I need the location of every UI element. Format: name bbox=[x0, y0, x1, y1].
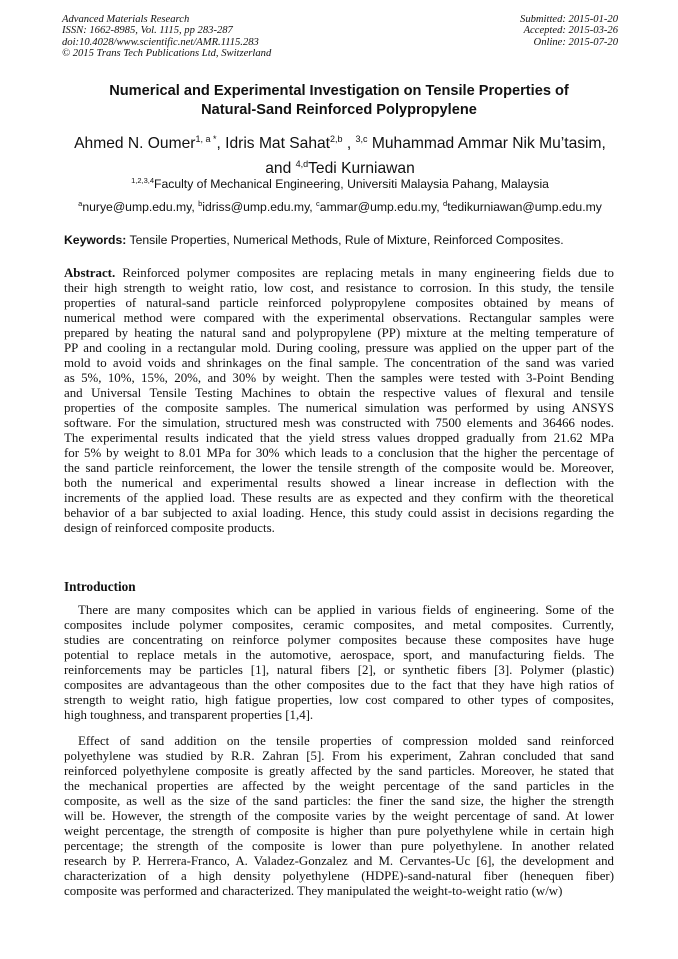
line-text: reinforcements may be particles [1], natural fibers [2], or synthetic fibers [3]. Polymer (plastic) bbox=[64, 663, 614, 677]
line-text: prepared by heating the natural sand and polypropylene (PP) mixture at the melting temperature of bbox=[64, 326, 614, 340]
line-text: both the numerical and experimental results showed a linear increase in deflection with the bbox=[64, 476, 614, 490]
text-line bbox=[64, 401, 614, 416]
journal-name: Advanced Materials Research bbox=[62, 14, 190, 25]
author-sup: 1, a * bbox=[195, 134, 217, 144]
line-text: percentage; the strength of the composite is lower than pure polyethylene. In another related bbox=[64, 839, 614, 853]
text-line bbox=[64, 371, 614, 386]
line-text: as 5%, 10%, 15%, 20%, and 30% by weight. Then the samples were tested with 3-Point Bending bbox=[64, 371, 614, 385]
email: ammar@ump.edu.my, bbox=[319, 200, 444, 215]
affiliation-sup: 1,2,3,4 bbox=[131, 176, 154, 185]
email: nurye@ump.edu.my, bbox=[82, 200, 199, 215]
text-line bbox=[64, 734, 614, 749]
line-text: properties of the composite samples. The numerical simulation was performed by using ANSYS bbox=[64, 401, 614, 415]
text-line bbox=[64, 809, 614, 824]
line-text: Reinforced polymer composites are replacing metals in many engineering fields due to bbox=[115, 266, 614, 280]
title-line: Natural-Sand Reinforced Polypropylene bbox=[201, 101, 477, 118]
author-sup: 4,d bbox=[295, 159, 309, 170]
intro-paragraph-1 bbox=[64, 603, 614, 723]
line-text: PP and cooling in a rectangular mold. During cooling, pressure was applied on the upper part of the bbox=[64, 341, 614, 355]
email-sup: c bbox=[316, 199, 320, 208]
author: Tedi Kurniawan bbox=[308, 160, 415, 178]
line-text: will be. However, the strength of the composite varies by the weight percentage of sand. At lower bbox=[64, 809, 614, 823]
intro-paragraph-2 bbox=[64, 734, 614, 899]
separator: , bbox=[342, 135, 356, 153]
text-line bbox=[64, 296, 614, 311]
text-line bbox=[64, 839, 614, 854]
text-line bbox=[64, 824, 614, 839]
line-text: the mechanical properties are affected by the weight percentage of the sand particles in the bbox=[64, 779, 614, 793]
keywords-text: Tensile Properties, Numerical Methods, Rule of Mixture, Reinforced Composites. bbox=[126, 233, 564, 247]
text-line bbox=[64, 884, 614, 899]
text-line bbox=[64, 764, 614, 779]
text-line bbox=[64, 618, 614, 633]
copyright: © 2015 Trans Tech Publications Ltd, Switzerland bbox=[62, 48, 272, 60]
text-line bbox=[64, 749, 614, 764]
line-text: software. For the simulation, structured mesh was constructed with 7500 elements and 36466 nodes. bbox=[64, 416, 614, 430]
line-text: numerical method were compared with the experimental observations. Rectangular samples were bbox=[64, 311, 614, 325]
line-text: increments of the applied load. These results are as expected and they confirm with the theoretical bbox=[64, 491, 614, 505]
line-text: and Universal Tensile Testing Machines to obtain the respective values of flexural and tensile bbox=[64, 386, 614, 400]
affiliation-text: Faculty of Mechanical Engineering, Universiti Malaysia Pahang, Malaysia bbox=[154, 177, 549, 192]
abstract bbox=[64, 266, 614, 536]
text-line bbox=[64, 678, 614, 693]
text-line bbox=[64, 779, 614, 794]
text-line bbox=[64, 794, 614, 809]
text-line bbox=[64, 326, 614, 341]
text-line bbox=[64, 869, 614, 884]
line-text: characterization of a high density polyethylene (HDPE)-sand-natural fiber (henequen fiber) bbox=[64, 869, 614, 883]
line-text: high toughness, and transparent properties [1,4]. bbox=[64, 708, 314, 722]
line-text: mold to avoid voids and shrinkages on the final sample. The concentration of the sand was varied bbox=[64, 356, 614, 370]
email: tedikurniawan@ump.edu.my bbox=[447, 200, 602, 215]
text-line bbox=[64, 633, 614, 648]
text-line bbox=[64, 476, 614, 491]
line-text: polyethylene was studied by R.R. Zahran [5]. From his experiment, Zahran concluded that sand bbox=[64, 749, 614, 763]
author-sup: 3,c bbox=[355, 134, 368, 144]
text-line bbox=[64, 693, 614, 708]
line-text: strength to weight ratio, high fatigue properties, low cost compared to other types of composites, bbox=[64, 693, 614, 707]
line-text: composite was performed and characterized. They manipulated the weight-to-weight ratio (w/w) bbox=[64, 884, 563, 898]
email-sup: b bbox=[198, 199, 203, 208]
issn: ISSN: 1662-8985, Vol. 1115, pp 283-287 bbox=[62, 25, 233, 37]
text-line bbox=[64, 506, 614, 521]
journal-info bbox=[62, 14, 271, 60]
line-text: potential to replace metals in the automotive, aerospace, sport, and manufacturing fields. The bbox=[64, 648, 614, 662]
text-line bbox=[64, 446, 614, 461]
line-text: for 5% by weight to 8.01 MPa for 30% which leads to a conclusion that the higher the percentage of bbox=[64, 446, 614, 460]
emails bbox=[55, 199, 625, 214]
text-line bbox=[64, 708, 614, 723]
text-line bbox=[64, 603, 614, 618]
line-text: research by P. Herrera-Franco, A. Valadez-Gonzalez and M. Cervantes-Uc [6], the development and bbox=[64, 854, 614, 868]
line-text: weight percentage, the strength of composite is higher than pure polyethylene while in certain high bbox=[64, 824, 614, 838]
text-line bbox=[64, 356, 614, 371]
online-date: Online: 2015-07-20 bbox=[533, 36, 618, 48]
author: Ahmed N. Oumer bbox=[74, 135, 196, 153]
text-line bbox=[64, 311, 614, 326]
abstract-label: Abstract. bbox=[64, 266, 116, 280]
line-text: studies are concentrating on reinforce polymer composites because these composites have huge bbox=[64, 633, 614, 647]
text-line bbox=[64, 491, 614, 506]
line-text: There are many composites which can be applied in various fields of engineering. Some of the bbox=[78, 603, 614, 617]
dates bbox=[520, 14, 618, 48]
text-line bbox=[64, 341, 614, 356]
email-sup: d bbox=[443, 199, 448, 208]
email-sup: a bbox=[78, 199, 83, 208]
conjunction: and bbox=[265, 160, 296, 178]
email: idriss@ump.edu.my, bbox=[202, 200, 317, 215]
keywords bbox=[64, 233, 564, 247]
title-line: Numerical and Experimental Investigation on Tensile Properties of bbox=[109, 83, 569, 99]
affiliation bbox=[55, 176, 625, 191]
text-line bbox=[64, 521, 614, 536]
text-line bbox=[64, 266, 614, 281]
line-text: their high strength to weight ratio, low cost, and resistance to corrosion. In this study, the tensile bbox=[64, 281, 614, 295]
keywords-label: Keywords: bbox=[64, 233, 127, 247]
doi: doi:10.4028/www.scientific.net/AMR.1115.283 bbox=[62, 36, 259, 48]
line-text: Effect of sand addition on the tensile properties of compression molded sand reinforced bbox=[78, 734, 614, 748]
text-line bbox=[64, 431, 614, 446]
line-text: properties of natural-sand particle reinforced polypropylene composites obtained by means of bbox=[64, 296, 614, 310]
line-text: composites include polymer composites, ceramic composites, and metal composites. Currently, bbox=[64, 618, 614, 632]
line-text: reinforced polyethylene composite is greatly affected by the sand particles. Moreover, he stated that bbox=[64, 764, 614, 778]
author: , Idris Mat Sahat bbox=[216, 135, 331, 153]
line-text: composites are advantageous than the other composites due to the fact that they have high ratios of bbox=[64, 678, 614, 692]
paper-title bbox=[60, 82, 618, 119]
text-line bbox=[64, 386, 614, 401]
section-heading-introduction: Introduction bbox=[64, 579, 136, 594]
line-text: the sand particle reinforcement, the lower the tensile strength of the composite would be. Moreover, bbox=[64, 461, 614, 475]
accepted-date: Accepted: 2015-03-26 bbox=[523, 25, 618, 37]
text-line bbox=[64, 461, 614, 476]
text-line bbox=[64, 854, 614, 869]
text-line bbox=[64, 648, 614, 663]
line-text: design of reinforced composite products. bbox=[64, 521, 275, 535]
line-text: behavior of a bar subjected to axial loading. Hence, this study could assist in decisions regarding the bbox=[64, 506, 614, 520]
submitted-date: Submitted: 2015-01-20 bbox=[520, 14, 618, 25]
text-line bbox=[64, 663, 614, 678]
authors bbox=[55, 129, 625, 179]
author-sup: 2,b bbox=[330, 134, 343, 144]
line-text: The experimental results indicated that the yield stress values dropped gradually from 21.62 MPa bbox=[64, 431, 614, 445]
text-line bbox=[64, 416, 614, 431]
text-line bbox=[64, 281, 614, 296]
author: Muhammad Ammar Nik Mu’tasim, bbox=[367, 135, 606, 153]
line-text: composite, as well as the size of the sand particles: the finer the sand size, the higher the strength bbox=[64, 794, 614, 808]
